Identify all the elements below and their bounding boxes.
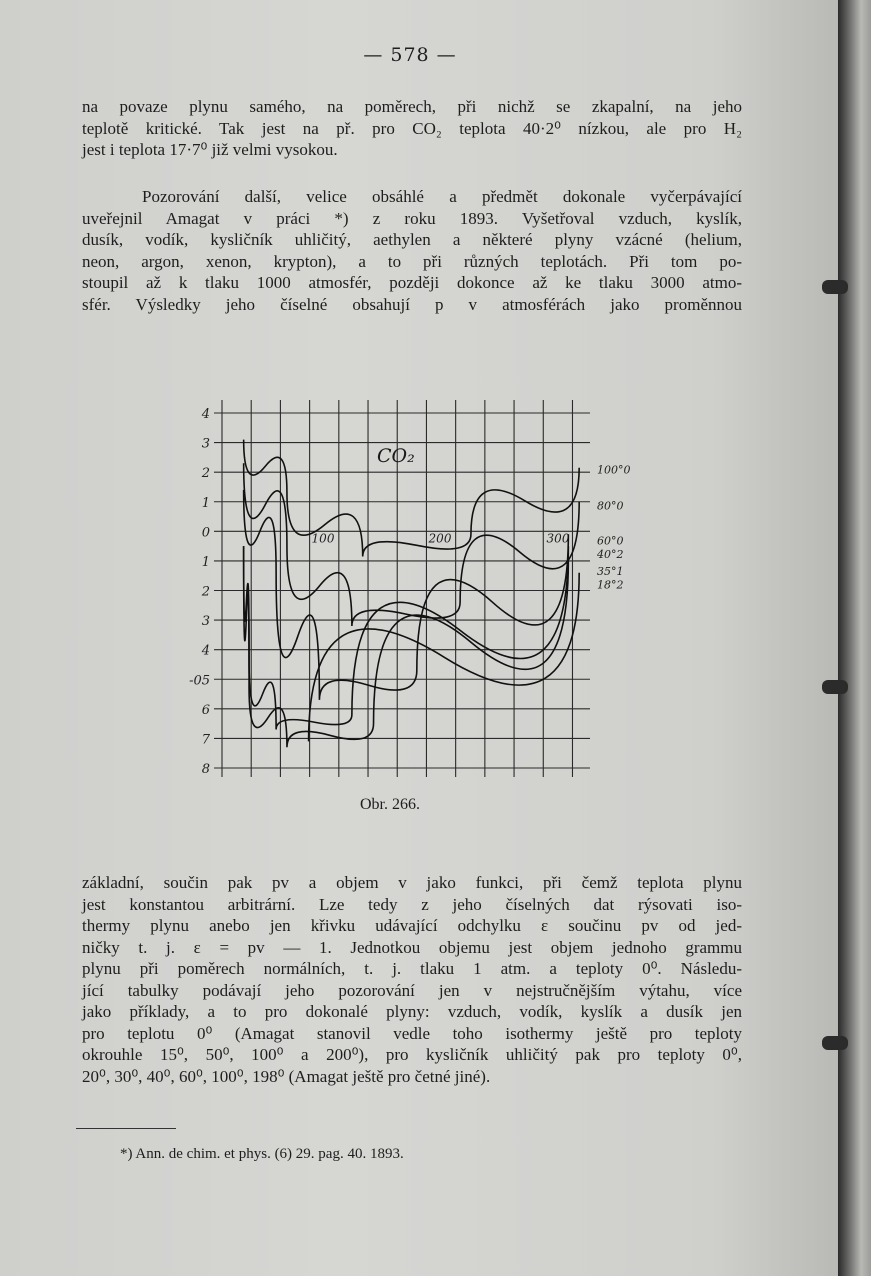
paragraph-3 [82,872,742,1087]
y-tick-label: 3 [201,436,210,452]
text-line: stoupil až k tlaku 1000 atmosfér, později dokonce až ke tlaku 3000 atmo- [82,273,742,292]
footnote-rule [76,1128,176,1129]
text-line: jící tabulky podávají jeho pozorování jen v nejstručnějším výtahu, více [82,980,742,1000]
x-tick-label: 200 [428,531,452,546]
y-tick-label: 4 [201,643,210,659]
text-line: thermy plynu anebo jen křivku udávající odchylku ε součinu pv od jed- [82,916,742,935]
y-tick-label: 2 [201,584,210,600]
y-tick-label: 6 [201,702,210,718]
text-line: pro teplotu 0⁰ (Amagat stanovil vedle toho isothermy ještě pro teploty [82,1023,742,1043]
series-label: 35°1 [597,564,624,578]
text-line: neon, argon, xenon, krypton), a to při různých teplotách. Při tom po- [82,251,742,271]
y-tick-label: 8 [201,762,210,777]
paragraph-2 [82,186,742,315]
paragraph-1 [82,96,742,161]
text-line: uveřejnil Amagat v práci *) z roku 1893. Vyšetřoval vzduch, kyslík, [82,208,742,228]
text-line: jest i teplota 17·7⁰ již velmi vysokou. [82,140,338,159]
binding-clip [822,680,848,694]
isotherm-line [244,546,569,747]
text-line: plynu při poměrech normálních, t. j. tlaku 1 atm. a teploty 0⁰. Následu- [82,959,742,978]
y-tick-label: 1 [201,554,210,570]
series-label: 100°0 [597,463,631,477]
text-line: dusík, vodík, kysličník uhličitý, aethylen a některé plyny vzácné (helium, [82,230,742,249]
text-line: Pozorování další, velice obsáhlé a předmět dokonale vyčerpávající [142,187,742,206]
series-label: 80°0 [597,499,624,513]
y-tick-label: 0 [201,525,210,541]
text-line: 20⁰, 30⁰, 40⁰, 60⁰, 100⁰, 198⁰ (Amagat ještě pro četné jiné). [82,1066,491,1086]
y-tick-label: 4 [201,407,210,422]
series-label: 18°2 [597,578,624,592]
figure-caption: Obr. 266. [360,796,420,813]
series-label: 40°2 [597,548,624,562]
text-line: na povaze plynu samého, na poměrech, při nichž se zkapalní, na jeho [82,97,742,116]
isotherm-line [309,573,580,742]
text-line: okrouhle 15⁰, 50⁰, 100⁰ a 200⁰), pro kysličník uhličitý pak pro teploty 0⁰, [82,1045,742,1064]
binding-clip [822,280,848,294]
x-tick-label: 300 [546,531,570,546]
footnote: *) Ann. de chim. et phys. (6) 29. pag. 40. 1893. [120,1146,404,1162]
y-tick-label: 7 [201,732,210,748]
chart-title: CO₂ [377,445,415,467]
page-number: — 578 — [363,44,457,66]
text-line: teplotě kritické. Tak jest na př. pro CO₂ teplota 40·2⁰ nízkou, ale pro H₂ [82,118,742,138]
book-binding [838,0,871,1276]
y-tick-label: -05 [189,673,210,689]
series-label: 60°0 [597,534,624,548]
binding-clip [822,1036,848,1050]
text-line: jest konstantou arbitrární. Lze tedy z jeho číselných dat rýsovati iso- [82,894,742,914]
text-line: jako příklady, a to pro dokonalé plyny: vzduch, vodík, kyslík a dusík jen [82,1002,742,1021]
x-tick-label: 100 [311,531,335,546]
y-tick-label: 2 [201,466,210,482]
text-line: ničky t. j. ε = pv — 1. Jednotkou objemu jest objem jednoho grammu [82,937,742,957]
text-line: sfér. Výsledky jeho číselné obsahují p v atmosférách jako proměnnou [82,294,742,314]
isotherm-chart [189,390,675,790]
y-tick-label: 1 [201,495,210,511]
y-tick-label: 3 [201,614,210,630]
text-line: základní, součin pak pv a objem v jako funkci, při čemž teplota plynu [82,873,742,892]
